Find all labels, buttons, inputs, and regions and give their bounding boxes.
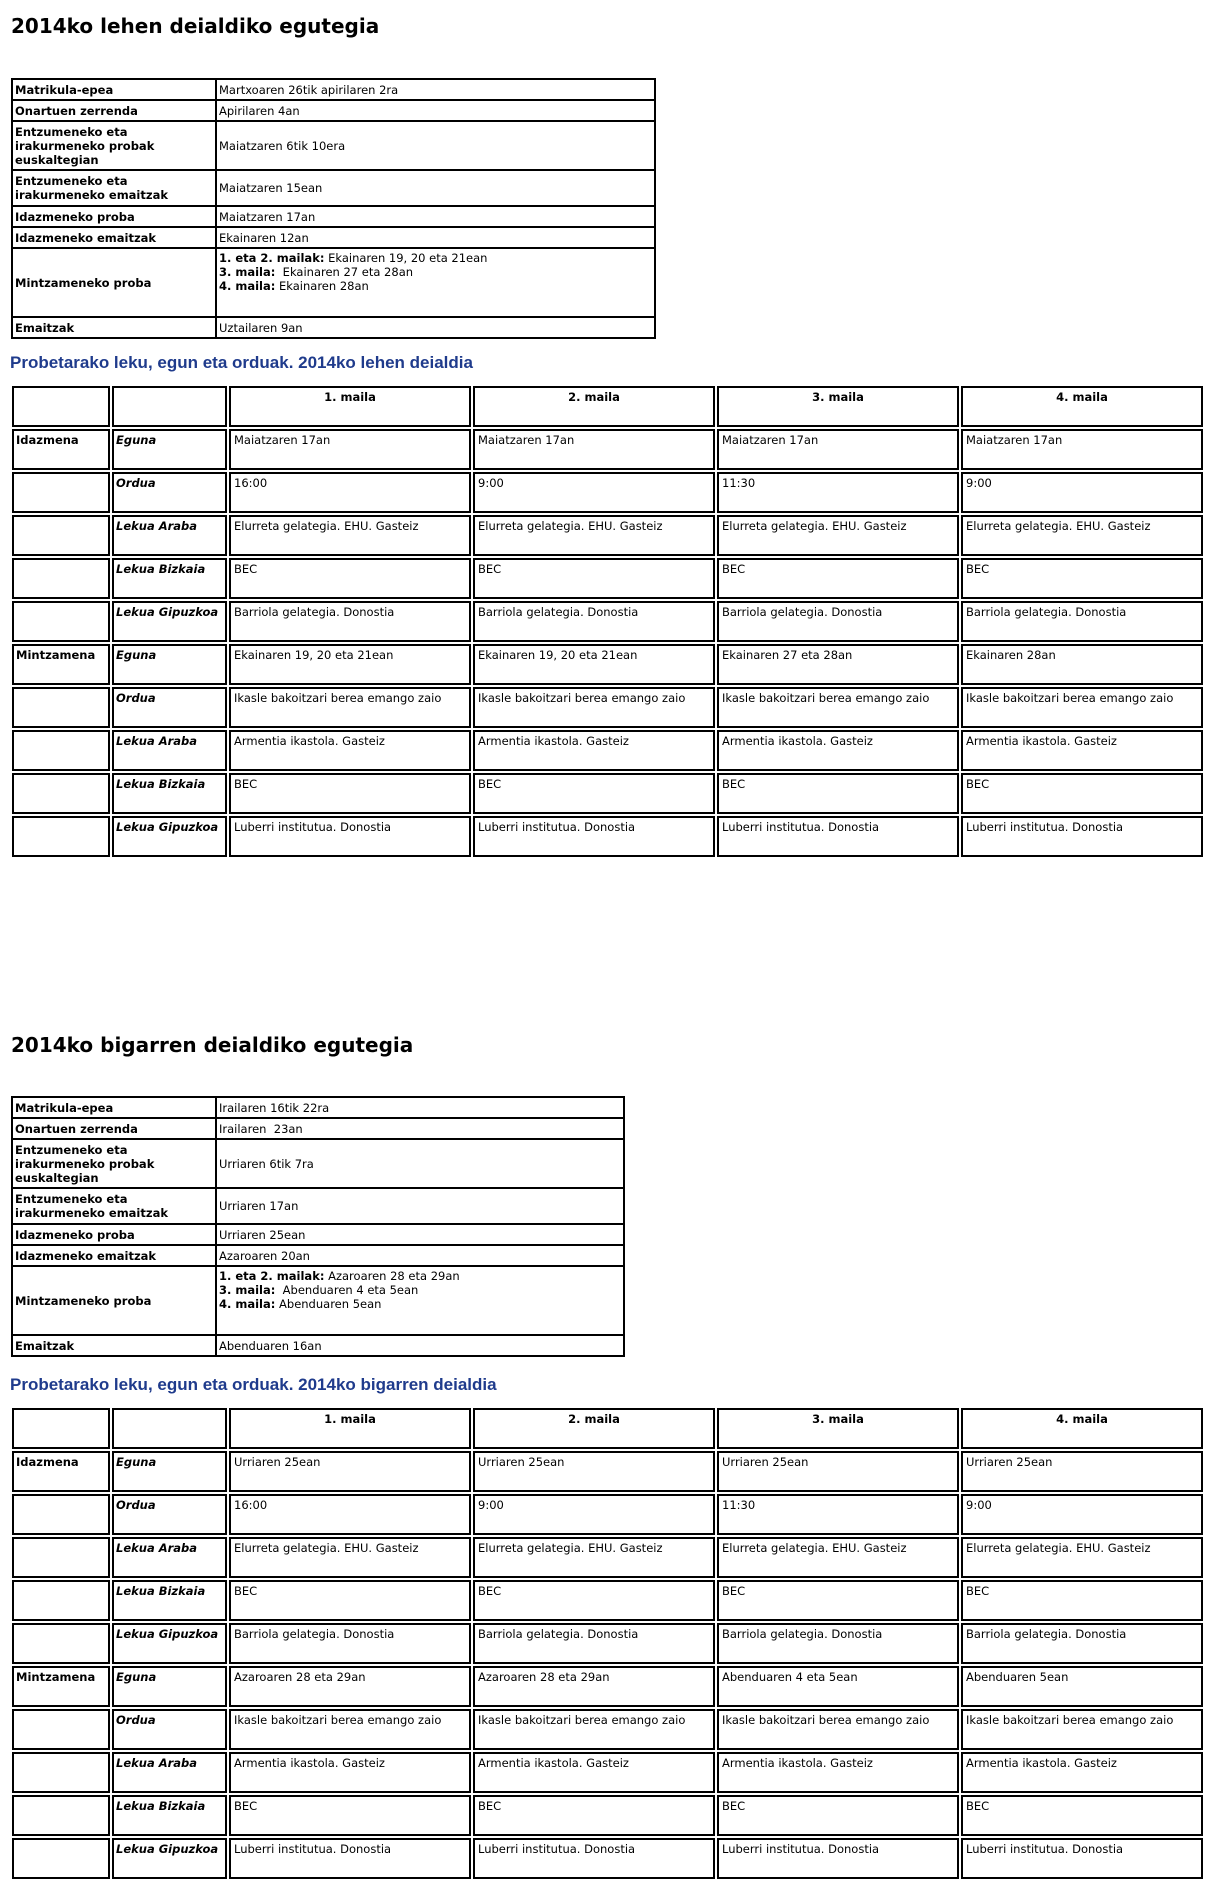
schedule-cell: Ikasle bakoitzari berea emango zaio	[717, 1709, 959, 1750]
schedule-header-row	[12, 386, 1203, 427]
field-label: Ordua	[112, 472, 227, 513]
schedule-row	[12, 1537, 1203, 1578]
field-label: Eguna	[112, 429, 227, 470]
calendar-value: Abenduaren 16an	[216, 1335, 624, 1356]
calendar-value: Urriaren 6tik 7ra	[216, 1139, 624, 1188]
calendar-value: Urriaren 25ean	[216, 1224, 624, 1245]
schedule-cell: Luberri institutua. Donostia	[961, 816, 1203, 857]
schedule-cell: 9:00	[473, 472, 715, 513]
schedule-cell: Ekainaren 19, 20 eta 21ean	[473, 644, 715, 685]
schedule-cell: Elurreta gelategia. EHU. Gasteiz	[229, 515, 471, 556]
schedule-cell: Armentia ikastola. Gasteiz	[229, 730, 471, 771]
schedule-cell: Armentia ikastola. Gasteiz	[961, 730, 1203, 771]
schedule-row	[12, 816, 1203, 857]
calendar-label: Onartuen zerrenda	[12, 1118, 216, 1139]
calendar-row	[12, 248, 655, 317]
schedule-cell: Luberri institutua. Donostia	[473, 816, 715, 857]
calendar-value: Apirilaren 4an	[216, 100, 655, 121]
schedule-cell: 16:00	[229, 472, 471, 513]
calendar-row	[12, 1224, 624, 1245]
level-date: Ekainaren 27 eta 28an	[275, 265, 414, 279]
level-header: 3. maila	[717, 386, 959, 427]
schedule-cell: Barriola gelategia. Donostia	[473, 1623, 715, 1664]
calendar-row	[12, 170, 655, 206]
level-date: Azaroaren 28 eta 29an	[324, 1269, 460, 1283]
field-label: Lekua Gipuzkoa	[112, 1623, 227, 1664]
exam-section-label: Idazmena	[12, 1451, 110, 1492]
schedule-cell: Abenduaren 4 eta 5ean	[717, 1666, 959, 1707]
calendar-value: Irailaren 23an	[216, 1118, 624, 1139]
schedule-cell: Barriola gelategia. Donostia	[961, 601, 1203, 642]
calendar-label: Mintzameneko proba	[12, 1266, 216, 1335]
oral-exam-line	[219, 1297, 621, 1311]
level-header: 1. maila	[229, 386, 471, 427]
calendar-row	[12, 100, 655, 121]
calendar-row	[12, 79, 655, 100]
calendar-value: Ekainaren 12an	[216, 227, 655, 248]
calendar-label: Onartuen zerrenda	[12, 100, 216, 121]
calendar-value-multiline	[216, 1266, 624, 1335]
level-label: 4. maila:	[219, 1297, 276, 1311]
schedule-row	[12, 773, 1203, 814]
calendar-label: Entzumeneko eta irakurmeneko emaitzak	[12, 1188, 216, 1224]
schedule-cell: Barriola gelategia. Donostia	[961, 1623, 1203, 1664]
exam-section-label	[12, 1838, 110, 1879]
field-label: Lekua Araba	[112, 1537, 227, 1578]
schedule-cell: Luberri institutua. Donostia	[473, 1838, 715, 1879]
calendar-value: Irailaren 16tik 22ra	[216, 1097, 624, 1118]
schedule-cell: Luberri institutua. Donostia	[717, 816, 959, 857]
calendar-value: Martxoaren 26tik apirilaren 2ra	[216, 79, 655, 100]
level-label: 1. eta 2. mailak:	[219, 1269, 325, 1283]
header-empty-cell	[112, 1408, 227, 1449]
schedule-cell: BEC	[717, 1580, 959, 1621]
calendar-label: Entzumeneko eta irakurmeneko probak euskaltegian	[12, 121, 216, 170]
calendar-row	[12, 206, 655, 227]
schedule-cell: BEC	[473, 773, 715, 814]
level-label: 1. eta 2. mailak:	[219, 251, 325, 265]
calendar-label: Matrikula-epea	[12, 1097, 216, 1118]
calendar-label: Mintzameneko proba	[12, 248, 216, 317]
calendar-row	[12, 1097, 624, 1118]
schedule-cell: Armentia ikastola. Gasteiz	[961, 1752, 1203, 1793]
exam-section-label	[12, 687, 110, 728]
schedule-cell: BEC	[961, 1795, 1203, 1836]
field-label: Lekua Bizkaia	[112, 1795, 227, 1836]
calendar-value: Maiatzaren 6tik 10era	[216, 121, 655, 170]
schedule-row	[12, 1709, 1203, 1750]
schedule-cell: BEC	[229, 1580, 471, 1621]
exam-section-label	[12, 1623, 110, 1664]
exam-section-label: Mintzamena	[12, 1666, 110, 1707]
calendar-row	[12, 317, 655, 338]
oral-exam-line	[219, 1283, 621, 1297]
schedule-cell: Maiatzaren 17an	[229, 429, 471, 470]
field-label: Eguna	[112, 1666, 227, 1707]
level-date: Abenduaren 5ean	[275, 1297, 382, 1311]
calendar-label: Entzumeneko eta irakurmeneko emaitzak	[12, 170, 216, 206]
level-date: Ekainaren 19, 20 eta 21ean	[324, 251, 488, 265]
schedule-row	[12, 558, 1203, 599]
schedule-cell: Urriaren 25ean	[961, 1451, 1203, 1492]
schedule-cell: Urriaren 25ean	[473, 1451, 715, 1492]
exam-section-label: Mintzamena	[12, 644, 110, 685]
calendar-value: Azaroaren 20an	[216, 1245, 624, 1266]
schedule-row	[12, 472, 1203, 513]
schedule-cell: Ikasle bakoitzari berea emango zaio	[473, 687, 715, 728]
oral-exam-line	[219, 1269, 621, 1283]
schedule-cell: 9:00	[961, 1494, 1203, 1535]
schedule-cell: Urriaren 25ean	[229, 1451, 471, 1492]
schedule-cell: Armentia ikastola. Gasteiz	[717, 1752, 959, 1793]
calendar-row	[12, 1118, 624, 1139]
schedule-table-first-call	[10, 384, 1205, 859]
schedule-cell: Maiatzaren 17an	[473, 429, 715, 470]
schedule-cell: Maiatzaren 17an	[717, 429, 959, 470]
exam-section-label	[12, 1537, 110, 1578]
level-header: 3. maila	[717, 1408, 959, 1449]
schedule-row	[12, 1752, 1203, 1793]
level-date: Abenduaren 4 eta 5ean	[275, 1283, 419, 1297]
schedule-row	[12, 1580, 1203, 1621]
schedule-cell: Elurreta gelategia. EHU. Gasteiz	[961, 515, 1203, 556]
header-empty-cell	[12, 1408, 110, 1449]
field-label: Lekua Bizkaia	[112, 773, 227, 814]
schedule-cell: Elurreta gelategia. EHU. Gasteiz	[473, 1537, 715, 1578]
calendar-value: Maiatzaren 15ean	[216, 170, 655, 206]
schedule-cell: Ikasle bakoitzari berea emango zaio	[717, 687, 959, 728]
schedule-title-second-call: Probetarako leku, egun eta orduak. 2014ko bigarren deialdia	[10, 1375, 497, 1394]
schedule-table-second-call	[10, 1406, 1205, 1881]
field-label: Eguna	[112, 644, 227, 685]
schedule-cell: Azaroaren 28 eta 29an	[473, 1666, 715, 1707]
schedule-cell: Elurreta gelategia. EHU. Gasteiz	[229, 1537, 471, 1578]
field-label: Lekua Gipuzkoa	[112, 1838, 227, 1879]
exam-section-label	[12, 601, 110, 642]
schedule-row	[12, 601, 1203, 642]
schedule-cell: 9:00	[473, 1494, 715, 1535]
schedule-cell: BEC	[473, 558, 715, 599]
calendar-table-second-call	[11, 1096, 625, 1357]
calendar-value: Uztailaren 9an	[216, 317, 655, 338]
exam-section-label	[12, 1494, 110, 1535]
field-label: Lekua Araba	[112, 515, 227, 556]
exam-section-label	[12, 730, 110, 771]
calendar-title-first-call: 2014ko lehen deialdiko egutegia	[11, 14, 380, 38]
field-label: Ordua	[112, 1709, 227, 1750]
exam-section-label: Idazmena	[12, 429, 110, 470]
calendar-row	[12, 1266, 624, 1335]
level-header: 2. maila	[473, 1408, 715, 1449]
schedule-cell: Luberri institutua. Donostia	[717, 1838, 959, 1879]
level-date: Ekainaren 28an	[275, 279, 369, 293]
calendar-value: Maiatzaren 17an	[216, 206, 655, 227]
schedule-title-first-call: Probetarako leku, egun eta orduak. 2014ko lehen deialdia	[10, 353, 473, 372]
exam-section-label	[12, 472, 110, 513]
exam-section-label	[12, 1795, 110, 1836]
calendar-label: Emaitzak	[12, 317, 216, 338]
schedule-row	[12, 730, 1203, 771]
schedule-cell: BEC	[717, 558, 959, 599]
calendar-label: Idazmeneko proba	[12, 1224, 216, 1245]
schedule-cell: Barriola gelategia. Donostia	[717, 601, 959, 642]
oral-exam-line	[219, 279, 652, 293]
schedule-cell: Ikasle bakoitzari berea emango zaio	[961, 1709, 1203, 1750]
field-label: Eguna	[112, 1451, 227, 1492]
schedule-cell: 9:00	[961, 472, 1203, 513]
field-label: Lekua Bizkaia	[112, 1580, 227, 1621]
schedule-cell: Abenduaren 5ean	[961, 1666, 1203, 1707]
schedule-row	[12, 1451, 1203, 1492]
exam-section-label	[12, 558, 110, 599]
field-label: Lekua Gipuzkoa	[112, 601, 227, 642]
schedule-cell: Ekainaren 27 eta 28an	[717, 644, 959, 685]
schedule-cell: Urriaren 25ean	[717, 1451, 959, 1492]
schedule-cell: Ekainaren 19, 20 eta 21ean	[229, 644, 471, 685]
schedule-row	[12, 429, 1203, 470]
exam-section-label	[12, 773, 110, 814]
calendar-table-first-call	[11, 78, 656, 339]
schedule-row	[12, 1494, 1203, 1535]
field-label: Lekua Bizkaia	[112, 558, 227, 599]
schedule-cell: Ekainaren 28an	[961, 644, 1203, 685]
field-label: Lekua Gipuzkoa	[112, 816, 227, 857]
schedule-cell: Barriola gelategia. Donostia	[717, 1623, 959, 1664]
schedule-cell: Luberri institutua. Donostia	[229, 816, 471, 857]
schedule-cell: Ikasle bakoitzari berea emango zaio	[961, 687, 1203, 728]
calendar-row	[12, 1139, 624, 1188]
level-header: 4. maila	[961, 386, 1203, 427]
schedule-cell: BEC	[717, 773, 959, 814]
exam-section-label	[12, 816, 110, 857]
calendar-value: Urriaren 17an	[216, 1188, 624, 1224]
level-label: 3. maila:	[219, 1283, 276, 1297]
calendar-row	[12, 1335, 624, 1356]
calendar-row	[12, 1188, 624, 1224]
schedule-cell: 11:30	[717, 1494, 959, 1535]
calendar-label: Idazmeneko proba	[12, 206, 216, 227]
schedule-row	[12, 1838, 1203, 1879]
schedule-header-row	[12, 1408, 1203, 1449]
calendar-label: Idazmeneko emaitzak	[12, 1245, 216, 1266]
header-empty-cell	[12, 386, 110, 427]
schedule-cell: 11:30	[717, 472, 959, 513]
schedule-cell: Maiatzaren 17an	[961, 429, 1203, 470]
schedule-cell: BEC	[961, 773, 1203, 814]
schedule-cell: BEC	[961, 558, 1203, 599]
schedule-cell: BEC	[229, 558, 471, 599]
schedule-cell: Armentia ikastola. Gasteiz	[717, 730, 959, 771]
level-header: 4. maila	[961, 1408, 1203, 1449]
schedule-cell: Armentia ikastola. Gasteiz	[229, 1752, 471, 1793]
schedule-cell: BEC	[229, 773, 471, 814]
exam-section-label	[12, 515, 110, 556]
field-label: Lekua Araba	[112, 1752, 227, 1793]
field-label: Ordua	[112, 1494, 227, 1535]
exam-section-label	[12, 1752, 110, 1793]
schedule-row	[12, 1623, 1203, 1664]
schedule-cell: Barriola gelategia. Donostia	[229, 601, 471, 642]
header-empty-cell	[112, 386, 227, 427]
level-label: 3. maila:	[219, 265, 276, 279]
calendar-label: Idazmeneko emaitzak	[12, 227, 216, 248]
calendar-row	[12, 121, 655, 170]
schedule-cell: Elurreta gelategia. EHU. Gasteiz	[717, 515, 959, 556]
calendar-value-multiline	[216, 248, 655, 317]
schedule-cell: Elurreta gelategia. EHU. Gasteiz	[717, 1537, 959, 1578]
schedule-row	[12, 515, 1203, 556]
calendar-row	[12, 227, 655, 248]
schedule-cell: BEC	[473, 1580, 715, 1621]
schedule-cell: Barriola gelategia. Donostia	[229, 1623, 471, 1664]
schedule-cell: Ikasle bakoitzari berea emango zaio	[229, 1709, 471, 1750]
calendar-row	[12, 1245, 624, 1266]
schedule-cell: Luberri institutua. Donostia	[961, 1838, 1203, 1879]
schedule-cell: BEC	[229, 1795, 471, 1836]
level-label: 4. maila:	[219, 279, 276, 293]
exam-section-label	[12, 1709, 110, 1750]
calendar-label: Matrikula-epea	[12, 79, 216, 100]
schedule-cell: Ikasle bakoitzari berea emango zaio	[473, 1709, 715, 1750]
level-header: 2. maila	[473, 386, 715, 427]
schedule-row	[12, 1666, 1203, 1707]
schedule-cell: Luberri institutua. Donostia	[229, 1838, 471, 1879]
schedule-cell: Armentia ikastola. Gasteiz	[473, 730, 715, 771]
schedule-cell: Barriola gelategia. Donostia	[473, 601, 715, 642]
schedule-row	[12, 687, 1203, 728]
calendar-title-second-call: 2014ko bigarren deialdiko egutegia	[11, 1033, 414, 1057]
calendar-label: Entzumeneko eta irakurmeneko probak euskaltegian	[12, 1139, 216, 1188]
schedule-cell: Azaroaren 28 eta 29an	[229, 1666, 471, 1707]
field-label: Ordua	[112, 687, 227, 728]
schedule-cell: Ikasle bakoitzari berea emango zaio	[229, 687, 471, 728]
schedule-cell: Armentia ikastola. Gasteiz	[473, 1752, 715, 1793]
field-label: Lekua Araba	[112, 730, 227, 771]
oral-exam-line	[219, 265, 652, 279]
level-header: 1. maila	[229, 1408, 471, 1449]
exam-section-label	[12, 1580, 110, 1621]
schedule-cell: BEC	[473, 1795, 715, 1836]
schedule-cell: BEC	[961, 1580, 1203, 1621]
schedule-cell: Elurreta gelategia. EHU. Gasteiz	[961, 1537, 1203, 1578]
oral-exam-line	[219, 251, 652, 265]
schedule-cell: BEC	[717, 1795, 959, 1836]
calendar-label: Emaitzak	[12, 1335, 216, 1356]
schedule-row	[12, 644, 1203, 685]
schedule-cell: Elurreta gelategia. EHU. Gasteiz	[473, 515, 715, 556]
schedule-cell: 16:00	[229, 1494, 471, 1535]
schedule-row	[12, 1795, 1203, 1836]
